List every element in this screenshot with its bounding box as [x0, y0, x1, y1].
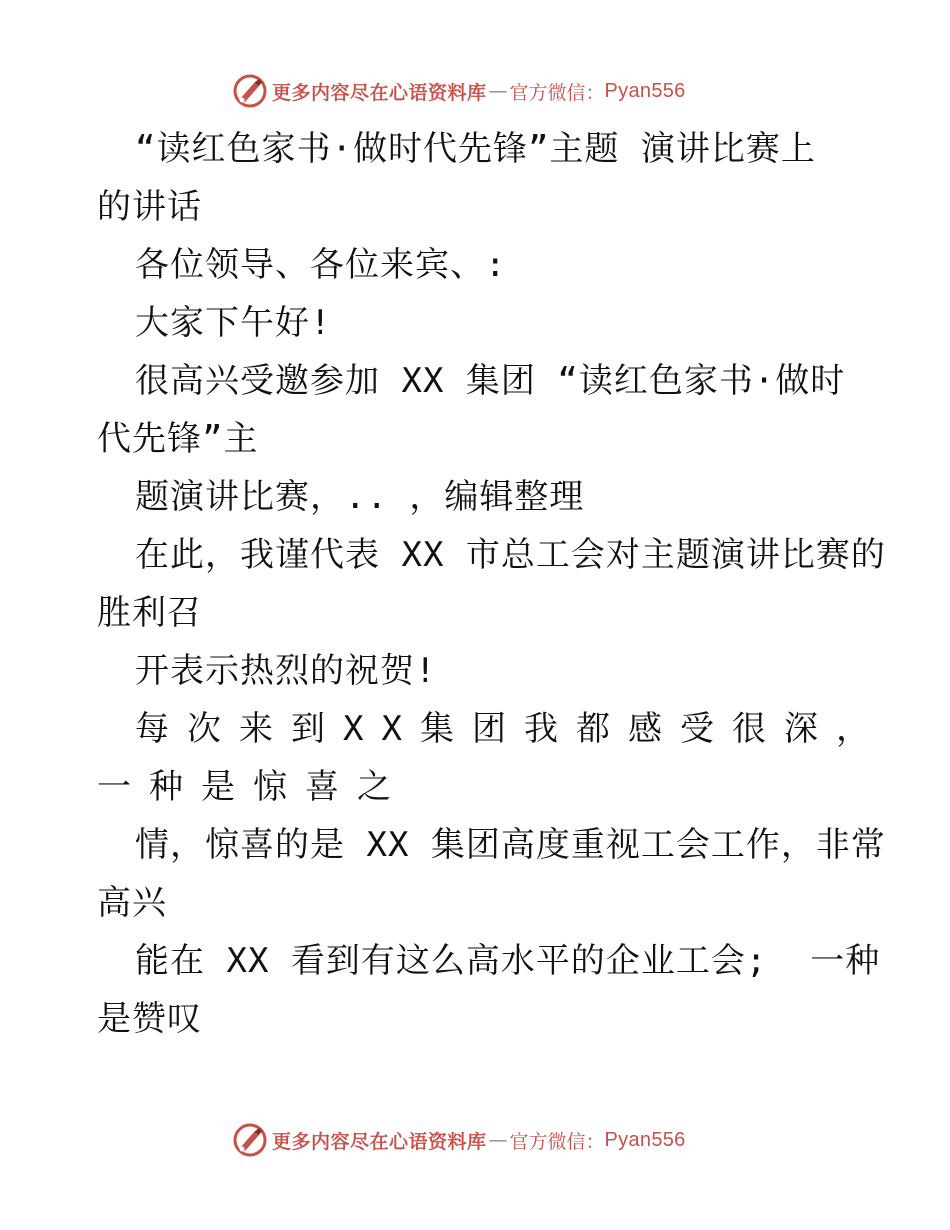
header-watermark-banner: [232, 71, 686, 111]
paragraph-line: 每次来到XX集团我都感受很深，: [135, 709, 888, 749]
title-line-1: “读红色家书·做时代先锋”主题 演讲比赛上: [135, 129, 816, 169]
banner-title: 更多内容尽在心语资料库: [272, 1130, 487, 1153]
document-body: [97, 120, 888, 1048]
paragraph-line: 是赞叹: [97, 999, 202, 1039]
footer-watermark-banner: [232, 1120, 686, 1160]
paragraph-line: 开表示热烈的祝贺!: [135, 651, 437, 691]
paragraph-line: 情，惊喜的是 XX 集团高度重视工会工作，非常: [135, 825, 886, 865]
banner-wechat-label: 官方微信：: [509, 81, 605, 104]
paragraph-line: 一种是惊喜之: [97, 767, 409, 807]
banner-wechat-id: Pyan556: [604, 1128, 686, 1151]
paragraph-line: 代先锋”主: [97, 419, 259, 459]
salutation-line: 各位领导、各位来宾、:: [135, 245, 507, 285]
paragraph-line: 高兴: [97, 883, 167, 923]
banner-title: 更多内容尽在心语资料库: [272, 81, 487, 104]
paragraph-line: 能在 XX 看到有这么高水平的企业工会; 一种: [135, 941, 881, 981]
pen-logo-icon: [232, 1122, 268, 1158]
title-line-2: 的讲话: [97, 187, 202, 227]
greeting-line: 大家下午好!: [135, 303, 332, 343]
paragraph-line: 很高兴受邀参加 XX 集团 “读红色家书·做时: [135, 361, 846, 401]
pen-logo-icon: [232, 73, 268, 109]
banner-dash: —: [488, 1129, 508, 1151]
banner-wechat-label: 官方微信：: [509, 1130, 605, 1153]
paragraph-line: 胜利召: [97, 593, 202, 633]
banner-wechat-id: Pyan556: [604, 79, 686, 102]
banner-dash: —: [488, 80, 508, 102]
paragraph-line: 在此，我谨代表 XX 市总工会对主题演讲比赛的: [135, 535, 886, 575]
paragraph-line: 题演讲比赛，.. ，编辑整理: [135, 477, 585, 517]
